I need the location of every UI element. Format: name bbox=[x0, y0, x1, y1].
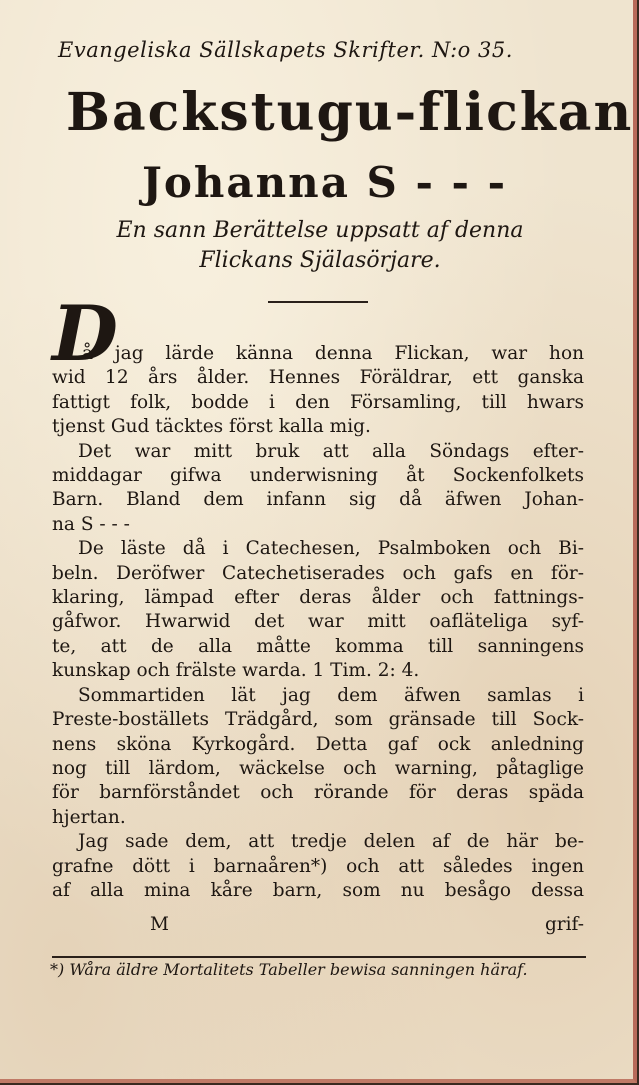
text-line: fattigt folk, bodde i den Församling, till hwars bbox=[52, 391, 584, 413]
footnote-divider bbox=[52, 956, 586, 958]
text-line: wid 12 års ålder. Hennes Föräldrar, ett ganska bbox=[52, 367, 584, 389]
text-line: nog till lärdom, wäckelse och warning, påtaglige bbox=[52, 757, 584, 779]
catchword: grif- bbox=[544, 914, 584, 935]
subtitle-line-1: En sann Berättelse uppsatt af denna bbox=[116, 218, 524, 243]
text-line: tjenst Gud täcktes först kalla mig. bbox=[52, 416, 371, 438]
subtitle-line-2: Flickans Själasörjare. bbox=[199, 248, 441, 273]
drop-cap: D bbox=[52, 289, 118, 378]
text-line: af alla mina kåre barn, som nu besågo dessa bbox=[52, 879, 584, 901]
text-line: De läste då i Catechesen, Psalmboken och Bi- bbox=[78, 538, 584, 560]
text-line: gåfwor. Hwarwid det war mitt oafläteliga syf- bbox=[52, 611, 584, 633]
text-line: nens sköna Kyrkogård. Detta gaf ock anledning bbox=[52, 733, 584, 755]
text-line: Sommartiden lät jag dem äfwen samlas i bbox=[78, 684, 584, 706]
text-line: middagar gifwa underwisning åt Sockenfolkets bbox=[52, 465, 584, 487]
signature-row bbox=[52, 914, 584, 940]
text-line: Jag sade dem, att tredje delen af de här be- bbox=[78, 831, 584, 853]
text-line: kunskap och frälste warda. 1 Tim. 2: 4. bbox=[52, 660, 420, 682]
body-text bbox=[52, 342, 584, 903]
text-line: beln. Deröfwer Catechetiserades och gafs en för- bbox=[52, 562, 584, 584]
series-header: Evangeliska Sällskapets Skrifter. N:o 35. bbox=[58, 38, 513, 62]
text-line: Det war mitt bruk att alla Söndags efter- bbox=[78, 440, 584, 462]
text-line: te, att de alla måtte komma till sanningens bbox=[52, 635, 584, 657]
title-divider bbox=[268, 301, 368, 303]
title-line-1: Backstugu-flickan bbox=[66, 82, 634, 143]
subtitle bbox=[80, 216, 560, 276]
text-line: na S - - - bbox=[52, 513, 130, 535]
title-line-2: Johanna S - - - bbox=[142, 158, 508, 207]
text-line: å jag lärde känna denna Flickan, war hon bbox=[82, 343, 584, 364]
text-line: hjertan. bbox=[52, 806, 126, 828]
footnote: *) Wåra äldre Mortalitets Tabeller bewisa sanningen häraf. bbox=[50, 960, 528, 979]
signature-mark: M bbox=[150, 914, 169, 935]
text-line: Barn. Bland dem infann sig då äfwen Johan- bbox=[52, 489, 584, 511]
text-line: grafne dött i barnaåren*) och att således ingen bbox=[52, 855, 584, 877]
text-line: Preste-boställets Trädgård, som gränsade till Sock- bbox=[52, 709, 584, 731]
text-line: klaring, lämpad efter deras ålder och fattnings- bbox=[52, 587, 584, 609]
text-line: för barnförståndet och rörande för deras späda bbox=[52, 782, 584, 804]
